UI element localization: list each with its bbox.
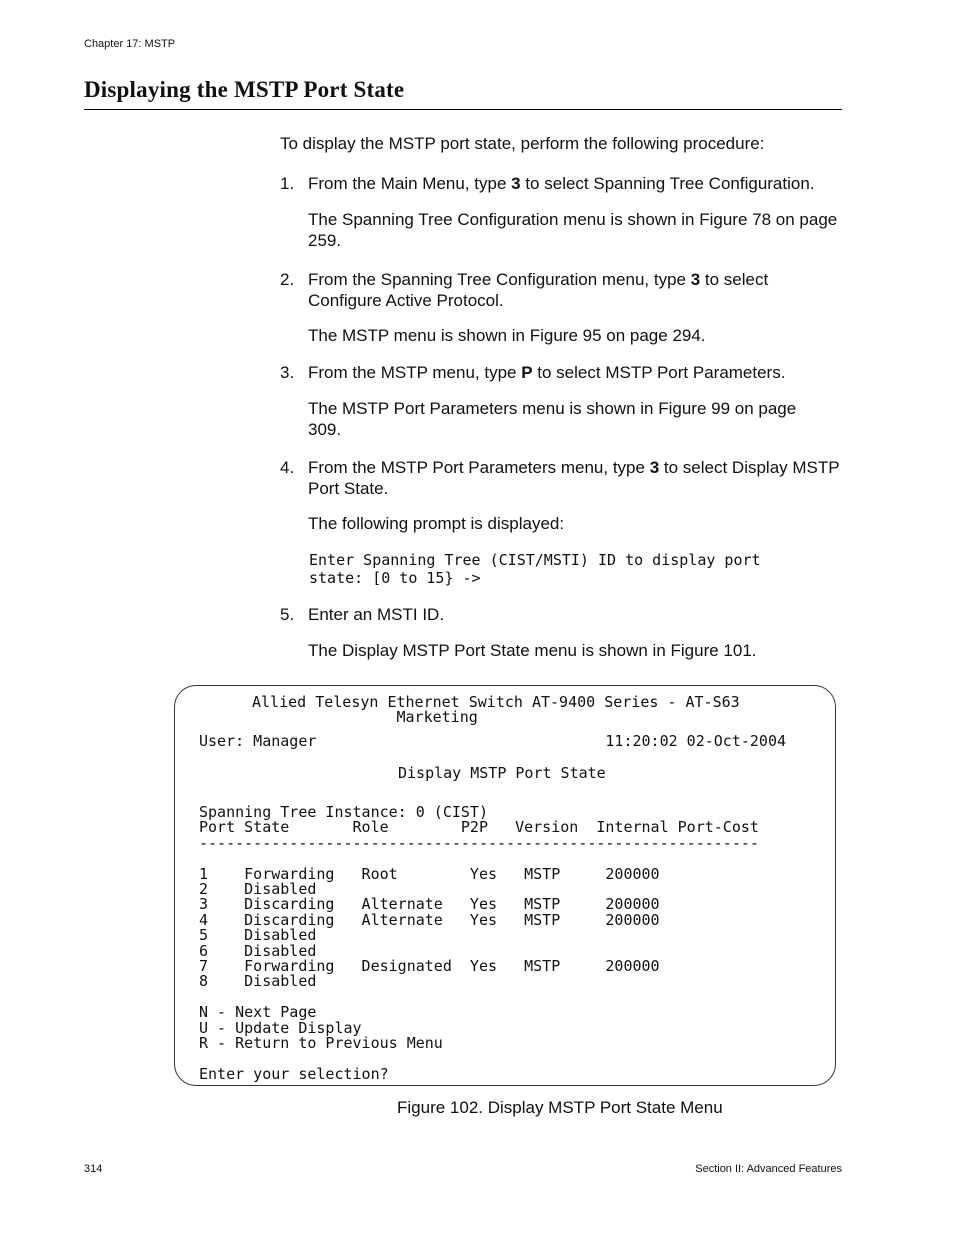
step-5-number: 5. xyxy=(280,605,295,624)
chapter-header: Chapter 17: MSTP xyxy=(84,38,176,50)
figure-caption: Figure 102. Display MSTP Port State Menu xyxy=(397,1098,723,1117)
step-2-key: 3 xyxy=(690,270,701,289)
section-footer: Section II: Advanced Features xyxy=(695,1163,842,1175)
step-5-note: The Display MSTP Port State menu is shown in Figure 101. xyxy=(308,641,757,660)
step-4-text: From the MSTP Port Parameters menu, type 3 to select Display MSTP Port State. xyxy=(308,458,840,498)
step-4-note: The following prompt is displayed: xyxy=(308,514,565,533)
intro-paragraph: To display the MSTP port state, perform the following procedure: xyxy=(280,134,765,153)
page-number: 314 xyxy=(84,1163,103,1175)
step-2-number: 2. xyxy=(280,270,295,289)
terminal-screen xyxy=(174,685,836,1086)
terminal-port-table: Spanning Tree Instance: 0 (CIST) Port State Role P2P Version Internal Port-Cost -------------------------------------------------------------- 1 Forwarding Root Yes MSTP 200000 2 Disabled 3 Discarding Alternate Yes MSTP 200000 4 Discarding Alternate Yes MSTP 200000 5 Disabled 6 Disabled 7 Forwarding Designated Yes MSTP 200000 8 Disabled N - Next Page U - Update Display R - Return to Previous Menu Enter your selection? xyxy=(199,803,759,1083)
step-4-number: 4. xyxy=(280,458,295,477)
page-title: Displaying the MSTP Port State xyxy=(84,77,405,102)
step-3-text: From the MSTP menu, type P to select MSTP Port Parameters. xyxy=(308,363,786,382)
terminal-screen-title: Display MSTP Port State xyxy=(398,764,606,782)
terminal-user-line: User: Manager 11:20:02 02-Oct-2004 xyxy=(199,732,786,750)
step-1-number: 1. xyxy=(280,174,295,193)
step-2-text: From the Spanning Tree Configuration menu, type 3 to select Configure Active Protocol. xyxy=(308,270,769,310)
step-1-key: 3 xyxy=(511,174,521,193)
step-3-note: The MSTP Port Parameters menu is shown in Figure 99 on page 309. xyxy=(308,399,797,439)
step-4-key: 3 xyxy=(649,458,660,477)
step-1-text: From the Main Menu, type 3 to select Spanning Tree Configuration. xyxy=(308,174,815,193)
step-1-note: The Spanning Tree Configuration menu is shown in Figure 78 on page 259. xyxy=(308,210,838,250)
terminal-banner: Allied Telesyn Ethernet Switch AT-9400 Series - AT-S63 Marketing xyxy=(252,693,740,727)
step-3-key: P xyxy=(521,363,533,382)
title-rule xyxy=(84,109,842,110)
step-2-note: The MSTP menu is shown in Figure 95 on page 294. xyxy=(308,326,706,345)
prompt-code: Enter Spanning Tree (CIST/MSTI) ID to display port state: [0 to 15} -> xyxy=(309,551,761,587)
step-5-text: Enter an MSTI ID. xyxy=(308,605,445,624)
step-3-number: 3. xyxy=(280,363,295,382)
